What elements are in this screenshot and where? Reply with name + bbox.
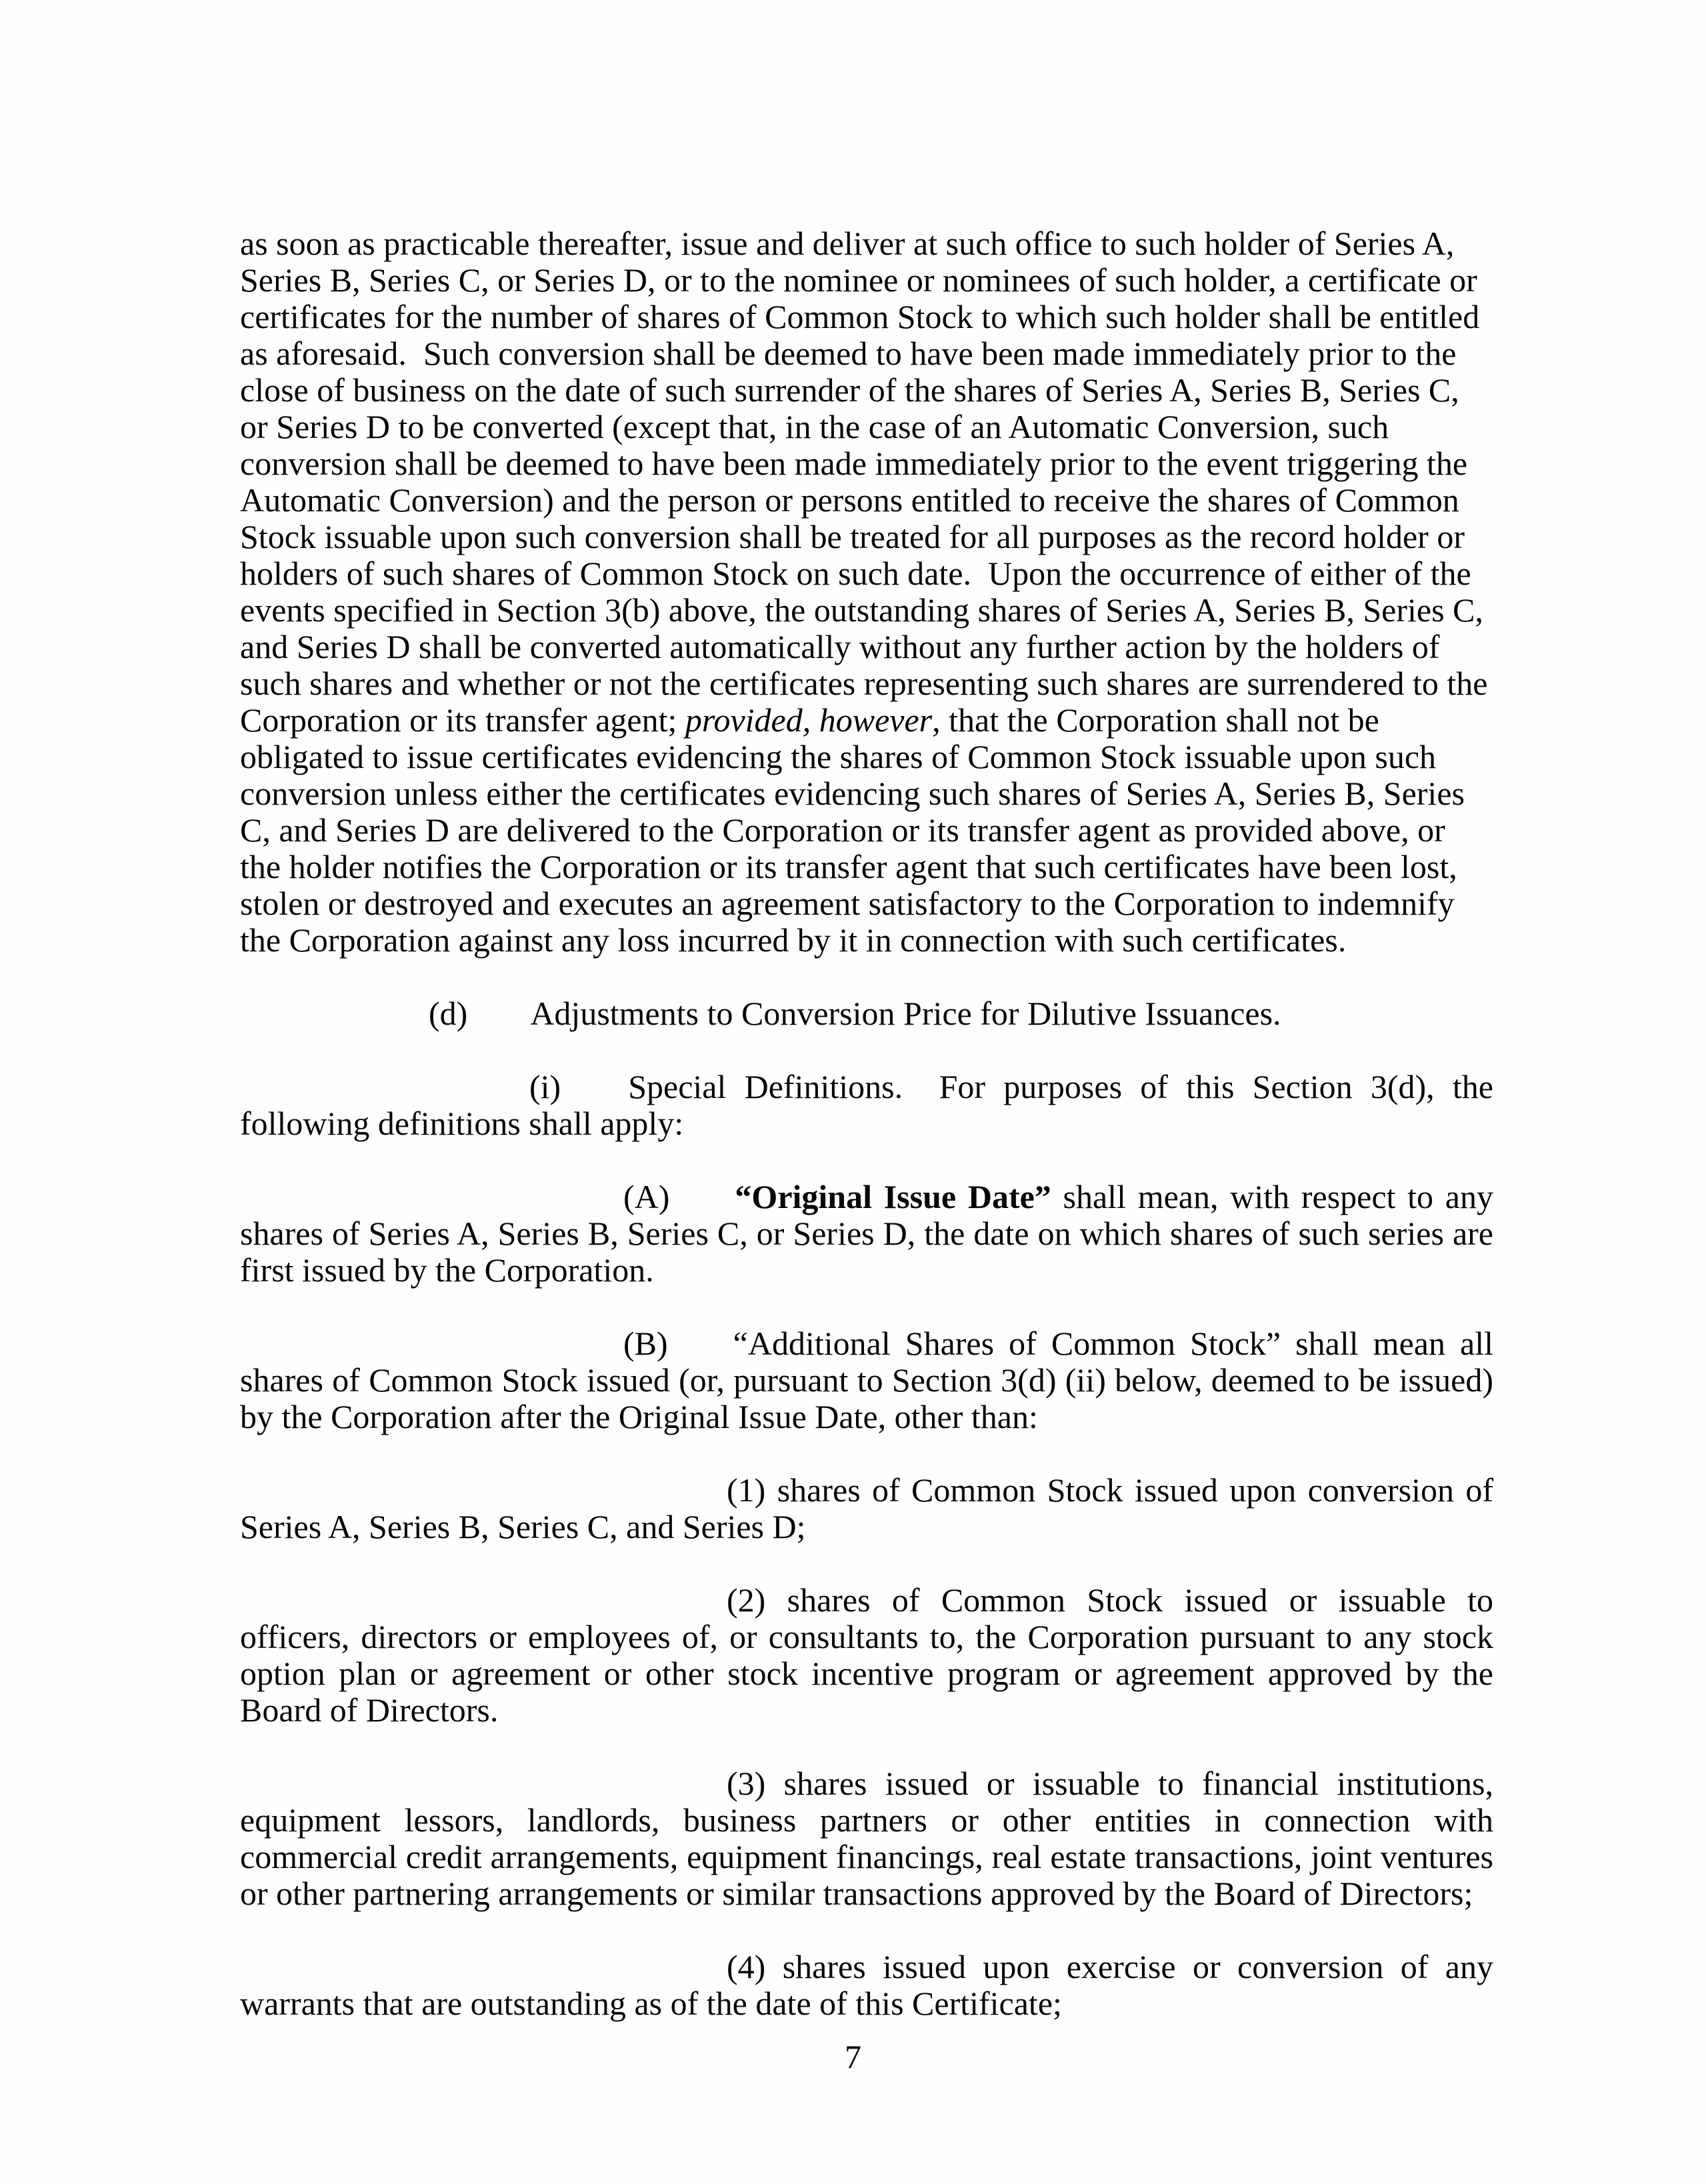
exclusion-item-2 — [240, 1582, 1493, 1729]
exclusion-item-4 — [240, 1949, 1493, 2022]
exclusion-item-3 — [240, 1765, 1493, 1912]
definition-a-marker: (A) — [623, 1178, 670, 1215]
definition-a-text: shall mean, with respect to any shares of Series A, Series B, Series C, or Series D, the date on which shares of such series are first issued by the Corporation. — [240, 1178, 1493, 1289]
paragraph-text-after-proviso: , that the Corporation shall not be obligated to issue certificates evidencing the shares of Common Stock issuable upon such conversion unless either the certificates evidencing such shares of Series A, Series B, Series C, and Series D are delivered to the Corporation or its transfer agent as provided above, or the holder notifies the Corporation or its transfer agent that such certificates have been lost, stolen or destroyed and executes an agreement satisfactory to the Corporation to indemnify the Corporation against any loss incurred by it in connection with such certificates. — [240, 701, 1465, 959]
section-i-marker: (i) — [529, 1068, 561, 1105]
exclusion-2-text: shares of Common Stock issued or issuable to officers, directors or employees of, or consultants to, the Corporation pursuant to any stock option plan or agreement or other stock incentive program or agreement approved by the Board of Directors. — [240, 1581, 1493, 1729]
definition-b-paragraph — [240, 1325, 1493, 1435]
page-body — [240, 225, 1493, 2059]
exclusion-1-marker: (1) — [727, 1471, 766, 1509]
exclusion-1-text: shares of Common Stock issued upon conversion of Series A, Series B, Series C, and Series D; — [240, 1471, 1494, 1545]
exclusion-item-1 — [240, 1472, 1493, 1545]
section-d-heading — [240, 995, 1493, 1032]
paragraph-text-before-proviso: as soon as practicable thereafter, issue and deliver at such office to such holder of Series A, Series B, Series C, or Series D, or to the nominee or nominees of such holder, a certificate or certificates for the number of shares of Common Stock to which such holder shall be entitled as aforesaid. Such conversion shall be deemed to have been made immediately prior to the close of business on the date of such surrender of the shares of Series A, Series B, Series C, or Series D to be converted (except that, in the case of an Automatic Conversion, such conversion shall be deemed to have been made immediately prior to the event triggering the Automatic Conversion) and the person or persons entitled to receive the shares of Common Stock issuable upon such conversion shall be treated for all purposes as the record holder or holders of such shares of Common Stock on such date. Upon the occurrence of either of the events specified in Section 3(b) above, the outstanding shares of Series A, Series B, Series C, and Series D shall be converted automatically without any further action by the holders of such shares and whether or not the certificates representing such shares are surrendered to the Corporation or its transfer agent; — [240, 225, 1488, 739]
paragraph-conversion-mechanics — [240, 225, 1493, 959]
definition-b-marker: (B) — [623, 1325, 668, 1362]
section-d-marker: (d) — [429, 995, 468, 1032]
definition-b-text: “Additional Shares of Common Stock” shall mean all shares of Common Stock issued (or, pursuant to Section 3(d) (ii) below, deemed to be issued) by the Corporation after the Original Issue Date, other than: — [240, 1325, 1493, 1435]
section-i-paragraph — [240, 1069, 1493, 1142]
exclusion-2-marker: (2) — [727, 1581, 766, 1619]
section-d-title: Adjustments to Conversion Price for Dilutive Issuances. — [530, 995, 1281, 1032]
proviso-phrase: provided, however — [685, 701, 933, 739]
exclusion-3-text: shares issued or issuable to financial institutions, equipment lessors, landlords, business partners or other entities in connection with commercial credit arrangements, equipment financings, real estate transactions, joint ventures or other partnering arrangements or similar transactions approved by the Board of Directors; — [240, 1765, 1494, 1912]
exclusion-4-text: shares issued upon exercise or conversion of any warrants that are outstanding as of the date of this Certificate; — [240, 1948, 1493, 2022]
exclusion-3-marker: (3) — [727, 1765, 766, 1802]
definition-a-paragraph — [240, 1179, 1493, 1289]
definition-a-term: “Original Issue Date” — [735, 1178, 1051, 1215]
section-i-text: Special Definitions. For purposes of this Section 3(d), the following definitions shall apply: — [240, 1068, 1493, 1142]
exclusion-4-marker: (4) — [727, 1948, 766, 1985]
page-number: 7 — [845, 2038, 861, 2075]
